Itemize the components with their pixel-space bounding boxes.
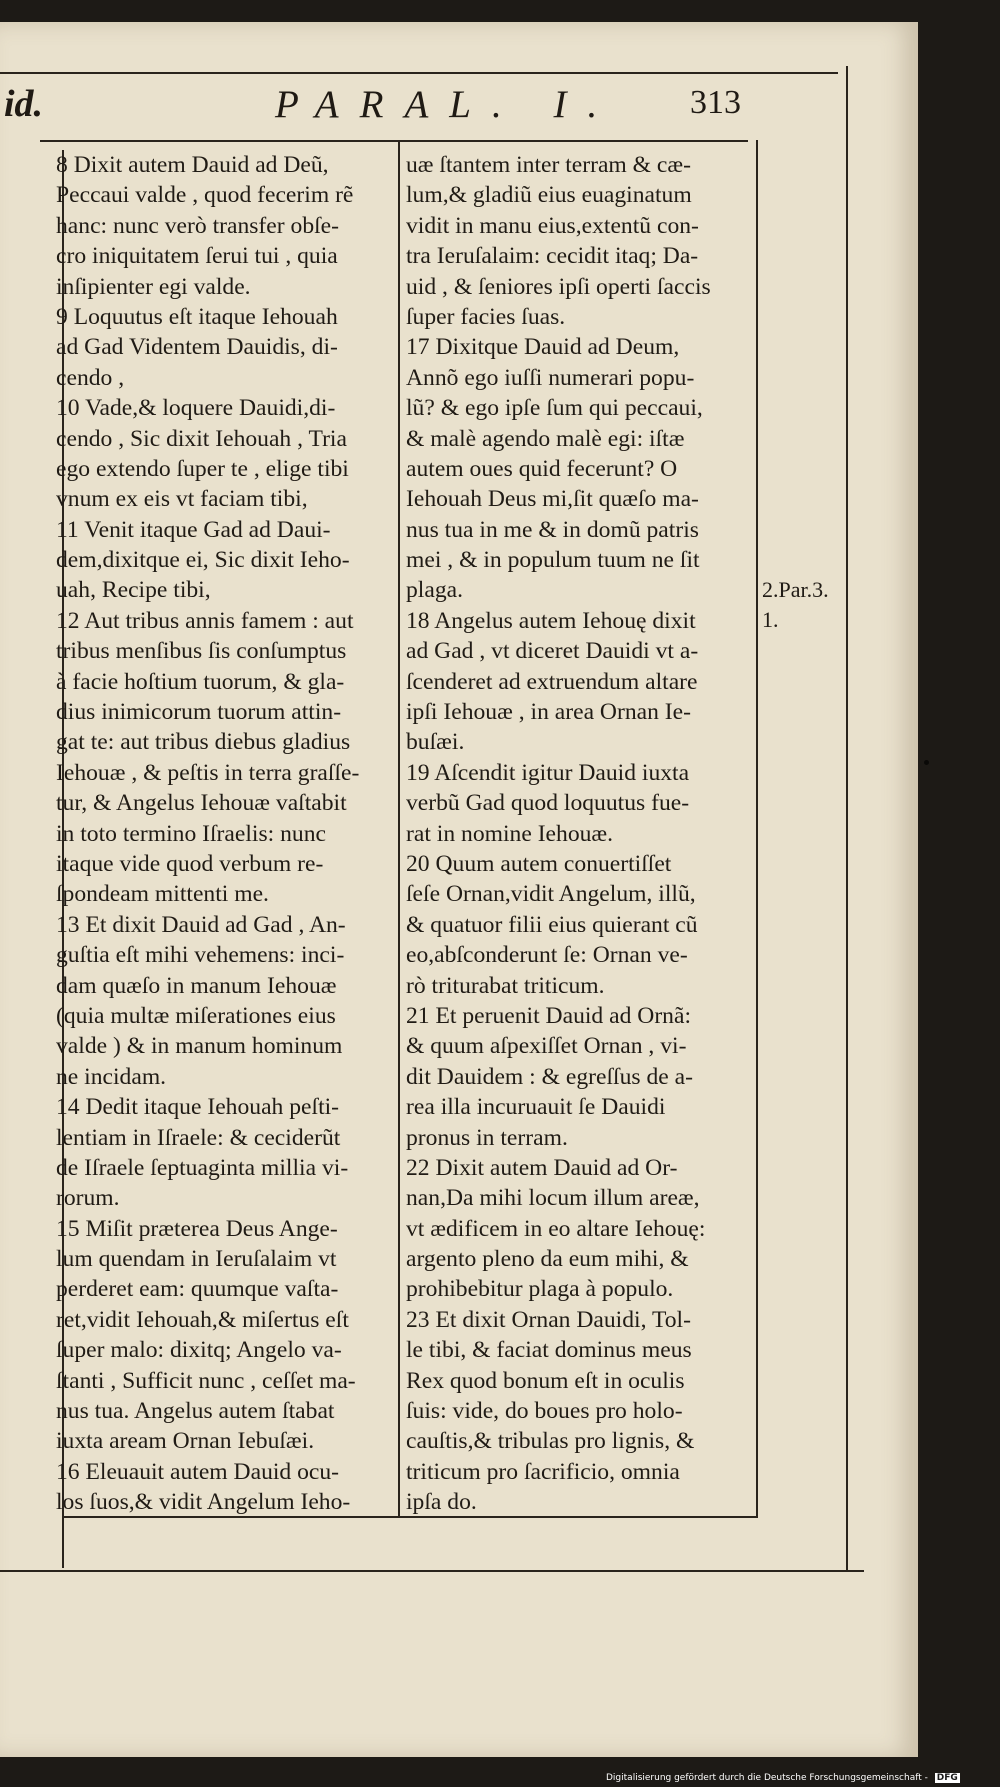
text-line: Annõ ego iuſſi numerari popu- — [406, 364, 695, 391]
text-line: nus tua. Angelus autem ſtabat — [56, 1398, 335, 1425]
text-line: 20 Quum autem conuertiſſet — [406, 850, 672, 877]
text-line: gat te: aut tribus diebus gladius — [56, 729, 351, 756]
text-line: itaque vide quod verbum re- — [56, 850, 324, 877]
text-line: lum quendam in Ieruſalaim vt — [56, 1246, 337, 1273]
text-line: cro iniquitatem ſerui tui , quia — [56, 243, 338, 270]
text-line: 21 Et peruenit Dauid ad Ornã: — [406, 1002, 692, 1029]
text-line: & quatuor filii eius quierant cũ — [406, 911, 698, 938]
text-line: 19 Aſcendit igitur Dauid iuxta — [406, 759, 690, 786]
right-column-rule — [756, 140, 758, 1518]
text-line: 13 Et dixit Dauid ad Gad , An- — [56, 911, 346, 938]
text-line: tur, & Angelus Iehouæ vaſtabit — [56, 790, 347, 817]
text-line: rat in nomine Iehouæ. — [406, 820, 614, 847]
text-line: rò triturabat triticum. — [406, 972, 605, 999]
right-text-column — [406, 150, 746, 1518]
text-line: triticum pro ſacrificio, omnia — [406, 1458, 680, 1485]
text-line: inſipienter egi valde. — [56, 273, 251, 300]
text-line: argento pleno da eum mihi, & — [406, 1246, 689, 1273]
text-line: hanc: nunc verò transfer obſe- — [56, 212, 339, 239]
text-line: à facie hoſtium tuorum, & gla- — [56, 668, 345, 695]
text-line: & quum aſpexiſſet Ornan , vi- — [406, 1033, 687, 1060]
text-line: le tibi, & faciat dominus meus — [406, 1337, 692, 1364]
text-line: ſuis: vide, do boues pro holo- — [406, 1398, 683, 1425]
text-line: dam quæſo in manum Iehouæ — [56, 972, 337, 999]
text-line: uæ ſtantem inter terram & cæ- — [406, 152, 692, 178]
left-text-column — [56, 150, 396, 1518]
text-line: mei , & in populum tuum ne ſit — [406, 547, 700, 574]
text-line: ad Gad , vt diceret Dauidi vt a- — [406, 638, 699, 665]
text-line: (quia multæ miſerationes eius — [56, 1002, 336, 1029]
text-line: ſeſe Ornan,vidit Angelum, illũ, — [406, 881, 696, 908]
text-line: 10 Vade,& loquere Dauidi,di- — [56, 395, 336, 422]
text-line: pronus in terram. — [406, 1124, 568, 1151]
text-line: ſuper facies ſuas. — [406, 303, 566, 330]
text-line: 17 Dixitque Dauid ad Deum, — [406, 334, 680, 361]
text-line: dit Dauidem : & egreſſus de a- — [406, 1063, 693, 1090]
text-line: 23 Et dixit Ornan Dauidi, Tol- — [406, 1306, 691, 1333]
text-line: 11 Venit itaque Gad ad Daui- — [56, 516, 331, 543]
text-line: ne incidam. — [56, 1063, 167, 1090]
header-rule — [40, 140, 748, 142]
text-line: lũ? & ego ipſe ſum qui peccaui, — [406, 395, 703, 422]
text-line: prohibebitur plaga à populo. — [406, 1276, 674, 1303]
ink-speck — [924, 760, 929, 765]
text-line: ipſi Iehouæ , in area Ornan Ie- — [406, 699, 691, 726]
text-line: ret,vidit Iehouah,& miſertus eſt — [56, 1306, 349, 1333]
credit-text: Digitalisierung gefördert durch die Deutsche Forschungsgemeinschaft - — [606, 1773, 928, 1783]
text-line: ſuper malo: dixitq; Angelo va- — [56, 1337, 342, 1364]
text-line: los ſuos,& vidit Angelum Ieho- — [56, 1489, 351, 1516]
marginal-reference-line: 1. — [762, 607, 779, 632]
digitization-credit — [606, 1773, 960, 1783]
top-rule — [0, 72, 838, 74]
text-line: 16 Eleuauit autem Dauid ocu- — [56, 1458, 340, 1485]
text-line: autem oues quid fecerunt? O — [406, 455, 678, 482]
text-line: & malè agendo malè egi: iſtæ — [406, 425, 685, 452]
text-line: rorum. — [56, 1185, 120, 1212]
text-line: cendo , — [56, 364, 125, 391]
text-line: nus tua in me & in domũ patris — [406, 516, 699, 543]
text-line: eo,abſconderunt ſe: Ornan ve- — [406, 942, 688, 969]
text-line: valde ) & in manum hominum — [56, 1033, 343, 1060]
text-line: 12 Aut tribus annis famem : aut — [56, 607, 354, 634]
text-line: nan,Da mihi locum illum areæ, — [406, 1185, 700, 1212]
text-line: guſtia eſt mihi vehemens: inci- — [56, 942, 345, 969]
text-line: perderet eam: quumque vaſta- — [56, 1276, 339, 1303]
running-title: PARAL. I. — [275, 83, 619, 126]
text-line: iuxta aream Ornan Iebuſæi. — [56, 1428, 315, 1455]
header-left-fragment: id. — [4, 83, 44, 125]
text-line: ſpondeam mittenti me. — [56, 881, 269, 908]
text-line: cauſtis,& tribulas pro lignis, & — [406, 1428, 695, 1455]
text-line: Iehouæ , & peſtis in terra graſſe- — [56, 759, 360, 786]
text-line: lum,& gladiũ eius euaginatum — [406, 182, 692, 209]
marginal-reference — [762, 575, 829, 635]
text-line: dius inimicorum tuorum attin- — [56, 699, 342, 726]
text-line: vidit in manu eius,extentũ con- — [406, 212, 699, 239]
text-line: de Iſraele ſeptuaginta millia vi- — [56, 1154, 349, 1181]
dfg-logo: DFG — [936, 1773, 958, 1783]
marginal-reference-line: 2.Par.3. — [762, 577, 829, 602]
text-line: vt ædificem in eo altare Iehouę: — [406, 1215, 706, 1242]
text-line: 15 Miſit præterea Deus Ange- — [56, 1215, 338, 1242]
text-line: tribus menſibus ſis conſumptus — [56, 638, 347, 665]
text-line: dem,dixitque ei, Sic dixit Ieho- — [56, 547, 350, 574]
outer-right-rule — [846, 66, 848, 1572]
text-line: uid , & ſeniores ipſi operti ſaccis — [406, 273, 711, 300]
text-line: vnum ex eis vt faciam tibi, — [56, 486, 308, 513]
text-line: rea illa incuruauit ſe Dauidi — [406, 1094, 666, 1121]
text-line: Rex quod bonum eſt in oculis — [406, 1367, 685, 1394]
text-line: verbũ Gad quod loquutus fue- — [406, 790, 690, 817]
page-number: 313 — [690, 84, 741, 121]
text-line: 8 Dixit autem Dauid ad Deũ, — [56, 152, 329, 178]
text-line: 22 Dixit autem Dauid ad Or- — [406, 1154, 678, 1181]
text-line: in toto termino Iſraelis: nunc — [56, 820, 326, 847]
text-line: ſcenderet ad extruendum altare — [406, 668, 698, 695]
text-line: cendo , Sic dixit Iehouah , Tria — [56, 425, 347, 452]
text-line: ego extendo ſuper te , elige tibi — [56, 455, 349, 482]
text-line: 9 Loquutus eſt itaque Iehouah — [56, 303, 338, 330]
text-line: Iehouah Deus mi,ſit quæſo ma- — [406, 486, 699, 513]
page-bottom-rule — [0, 1570, 864, 1572]
text-line: Peccaui valde , quod fecerim rẽ — [56, 182, 354, 209]
text-line: buſæi. — [406, 729, 465, 756]
text-line: ſtanti , Sufficit nunc , ceſſet ma- — [56, 1367, 356, 1394]
text-line: plaga. — [406, 577, 463, 604]
text-line: lentiam in Iſraele: & ceciderũt — [56, 1124, 341, 1151]
text-line: 14 Dedit itaque Iehouah peſti- — [56, 1094, 340, 1121]
text-line: 18 Angelus autem Iehouę dixit — [406, 607, 696, 634]
text-line: tra Ieruſalaim: cecidit itaq; Da- — [406, 243, 699, 270]
column-divider-rule — [398, 140, 400, 1518]
text-line: ad Gad Videntem Dauidis, di- — [56, 334, 338, 361]
text-line: ipſa do. — [406, 1489, 477, 1516]
text-line: uah, Recipe tibi, — [56, 577, 211, 604]
